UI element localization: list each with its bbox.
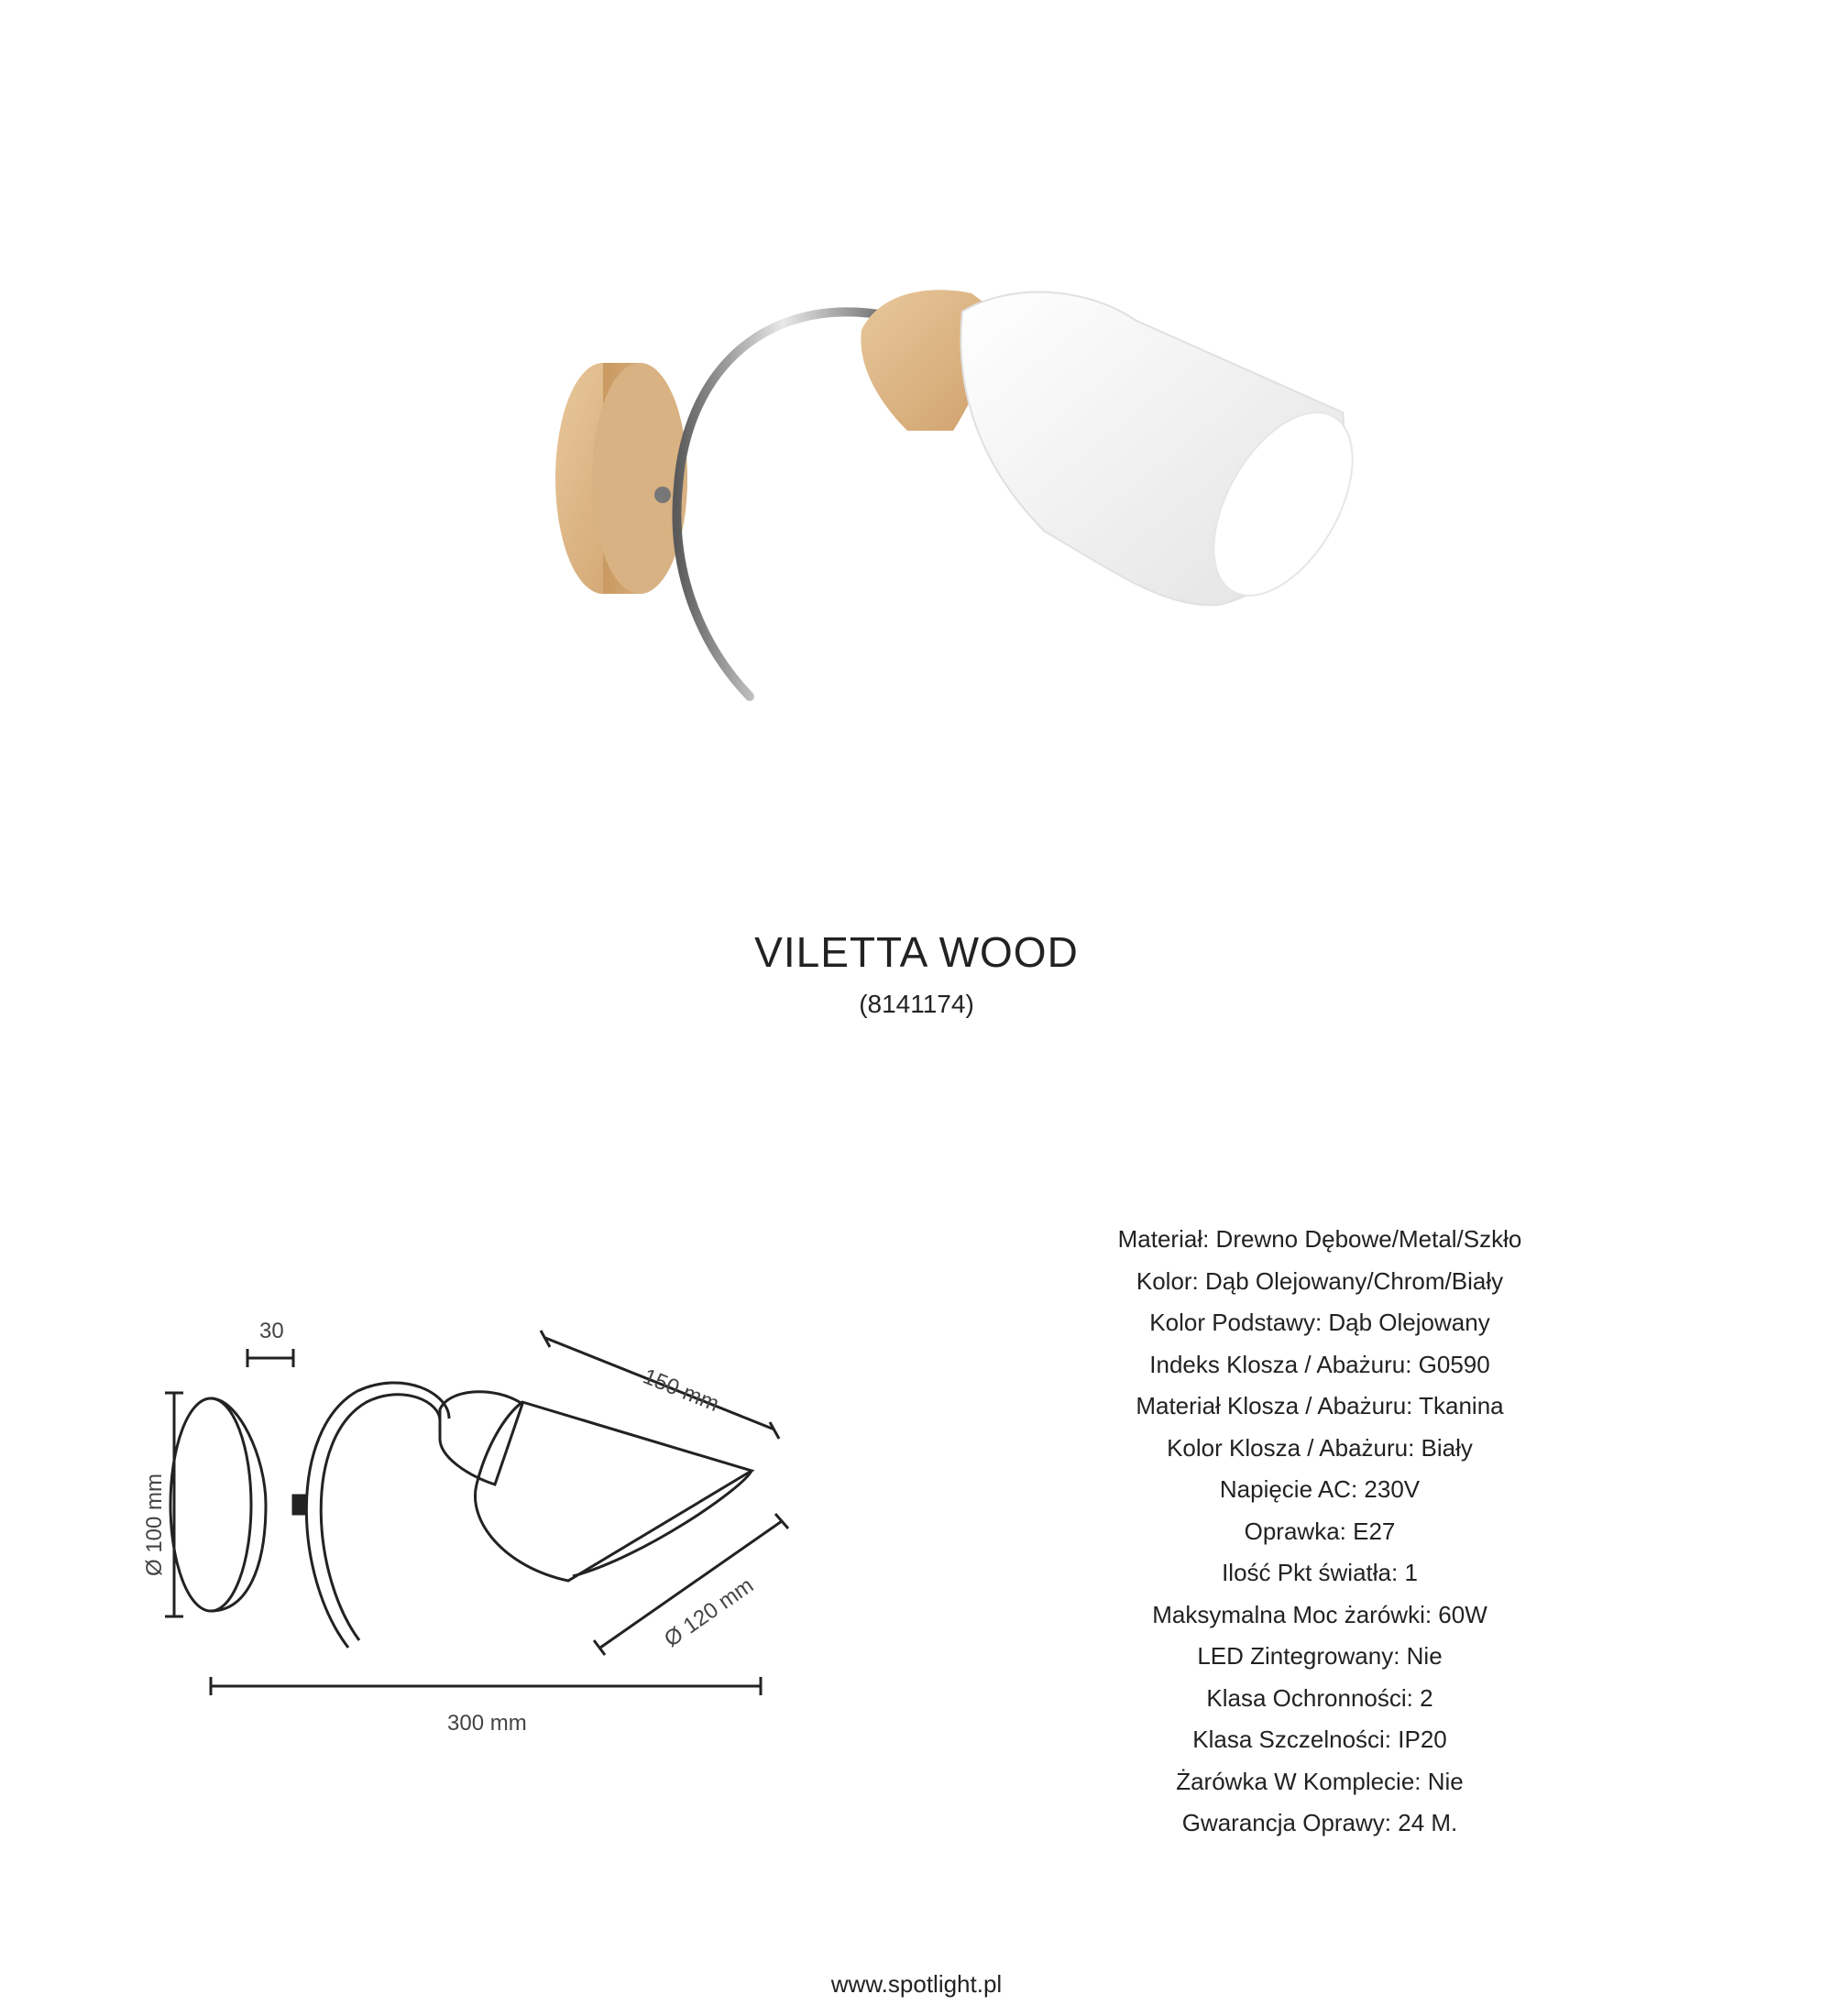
spec-item: Klasa Ochronności: 2 <box>1206 1683 1433 1712</box>
spec-item: Materiał Klosza / Abażuru: Tkanina <box>1136 1392 1504 1419</box>
dim-shade-length-label: 150 mm <box>639 1364 723 1418</box>
dim-depth-label: 30 <box>259 1319 284 1343</box>
spec-item: Napięcie AC: 230V <box>1219 1475 1421 1503</box>
product-photo <box>495 266 1375 724</box>
spec-item: Klasa Szczelności: IP20 <box>1192 1726 1447 1753</box>
product-title: VILETTA WOOD <box>754 928 1079 976</box>
spec-item: Materiał: Drewno Dębowe/Metal/Szkło <box>1117 1225 1522 1253</box>
spec-item: Kolor: Dąb Olejowany/Chrom/Biały <box>1136 1266 1504 1295</box>
dim-diameter-label: Ø 100 mm <box>142 1473 167 1576</box>
shade-outline <box>475 1402 752 1581</box>
wall-base <box>555 363 687 594</box>
dim-shade-diameter-label: Ø 120 mm <box>659 1572 759 1652</box>
screw-icon <box>654 487 671 503</box>
product-code: (8141174) <box>859 990 974 1018</box>
spec-item: Maksymalna Moc żarówki: 60W <box>1152 1600 1487 1628</box>
footer-url: www.spotlight.pl <box>830 1970 1003 1998</box>
spec-item: Kolor Podstawy: Dąb Olejowany <box>1149 1309 1490 1336</box>
spec-item: LED Zintegrowany: Nie <box>1197 1642 1443 1670</box>
arm-outline <box>321 1395 440 1640</box>
spec-item: Ilość Pkt światła: 1 <box>1222 1559 1418 1586</box>
spec-item: Gwarancja Oprawy: 24 M. <box>1181 1809 1458 1836</box>
spec-item: Żarówka W Komplecie: Nie <box>1176 1767 1464 1795</box>
chrome-arm <box>676 312 889 696</box>
dim-length-label: 300 mm <box>447 1711 527 1736</box>
arm-inner <box>306 1383 449 1648</box>
spec-list <box>971 1219 1668 1845</box>
spec-item: Indeks Klosza / Abażuru: G0590 <box>1149 1350 1490 1378</box>
technical-drawing <box>128 1301 843 1741</box>
mount-screw <box>293 1496 306 1514</box>
base-outline <box>170 1398 251 1611</box>
spec-item: Oprawka: E27 <box>1244 1517 1396 1545</box>
spec-item: Kolor Klosza / Abażuru: Biały <box>1167 1433 1473 1462</box>
